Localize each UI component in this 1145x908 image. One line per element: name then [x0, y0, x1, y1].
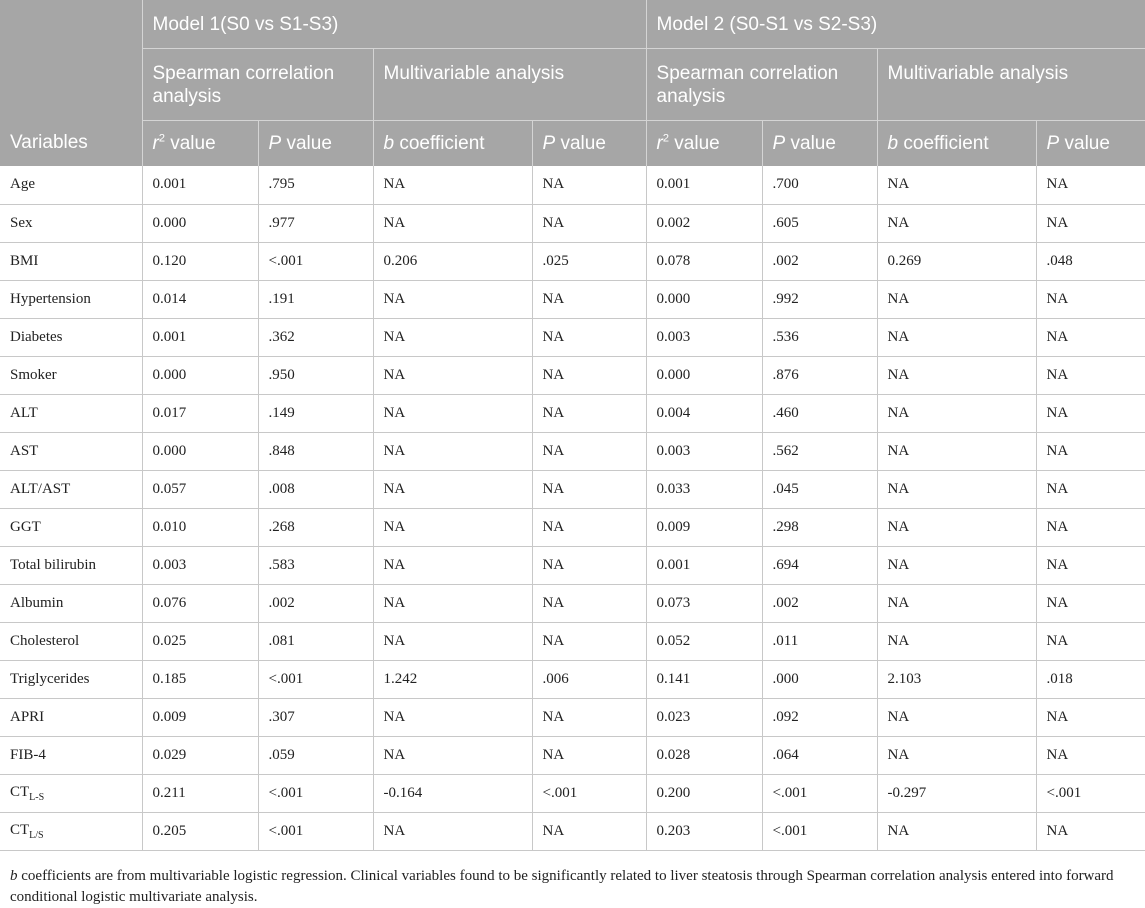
model2-b-cell: NA	[877, 204, 1036, 242]
model1-b-cell: 0.206	[373, 242, 532, 280]
model1-b-cell: NA	[373, 280, 532, 318]
b-symbol: b	[887, 132, 899, 154]
variable-cell	[0, 622, 142, 660]
model1-r2-cell: 0.076	[142, 584, 258, 622]
model2-p-cell: .298	[762, 508, 877, 546]
model2-r2-cell: 0.052	[646, 622, 762, 660]
model1-p-cell: <.001	[258, 660, 373, 698]
table-row	[0, 280, 1145, 318]
model2-p-cell: .000	[762, 660, 877, 698]
model1-r2-cell: 0.003	[142, 546, 258, 584]
model2-r2-cell: 0.033	[646, 470, 762, 508]
model2-bp-cell: NA	[1036, 280, 1145, 318]
variable-cell	[0, 508, 142, 546]
model2-b-cell: NA	[877, 546, 1036, 584]
model1-p-cell: .191	[258, 280, 373, 318]
model2-p-cell: <.001	[762, 774, 877, 812]
variable-name: FIB-4	[10, 746, 46, 763]
model1-r2-cell: 0.001	[142, 318, 258, 356]
variable-name: Total bilirubin	[10, 556, 97, 573]
model2-b-cell: NA	[877, 280, 1036, 318]
model2-p-cell: .605	[762, 204, 877, 242]
footnote-text: coefficients are from multivariable logistic regression. Clinical variables found to be significantly related to liver steatosis through Spearman correlation analysis entered into forward conditional logistic multivariate analysis.	[10, 868, 1114, 905]
model2-b-cell: NA	[877, 508, 1036, 546]
model2-b-cell: NA	[877, 584, 1036, 622]
model1-bp-cell: .006	[532, 660, 646, 698]
model2-p-cell: .700	[762, 166, 877, 204]
variable-name: Smoker	[10, 366, 57, 383]
table-row	[0, 736, 1145, 774]
model1-p-cell: .059	[258, 736, 373, 774]
model1-r2-cell: 0.010	[142, 508, 258, 546]
model2-r2-cell: 0.002	[646, 204, 762, 242]
footnote-b-symbol: b	[10, 868, 18, 884]
model1-r2-cell: 0.211	[142, 774, 258, 812]
variable-name: AST	[10, 442, 39, 459]
model1-bp-cell: NA	[532, 584, 646, 622]
model1-b-cell: NA	[373, 698, 532, 736]
model2-r2-cell: 0.000	[646, 356, 762, 394]
variable-cell	[0, 242, 142, 280]
model2-r2-cell: 0.001	[646, 166, 762, 204]
table-row	[0, 204, 1145, 242]
model2-r2-cell: 0.004	[646, 394, 762, 432]
p-symbol: P	[268, 132, 282, 154]
header-row-analyses	[0, 48, 1145, 120]
model1-b-cell: NA	[373, 584, 532, 622]
model1-spearman-header: Spearman correlation analysis	[142, 48, 373, 120]
model2-p-cell: .562	[762, 432, 877, 470]
model2-b-cell: -0.297	[877, 774, 1036, 812]
model2-multivariable-header: Multivariable analysis	[877, 48, 1145, 120]
model1-bp-cell: NA	[532, 698, 646, 736]
model2-p-cell: .460	[762, 394, 877, 432]
model2-bp-cell: NA	[1036, 204, 1145, 242]
header-row-columns	[0, 120, 1145, 166]
model2-r2-cell: 0.078	[646, 242, 762, 280]
model1-r2-cell: 0.000	[142, 432, 258, 470]
model1-p-cell: .977	[258, 204, 373, 242]
model2-r2-cell: 0.200	[646, 774, 762, 812]
model1-p-cell: <.001	[258, 774, 373, 812]
model1-r2-cell: 0.025	[142, 622, 258, 660]
model2-bp-cell: NA	[1036, 470, 1145, 508]
model1-p-cell: .268	[258, 508, 373, 546]
model1-bp-cell: NA	[532, 318, 646, 356]
variable-name: CT	[10, 821, 30, 838]
table-row	[0, 546, 1145, 584]
variable-cell	[0, 280, 142, 318]
model1-p-cell: .307	[258, 698, 373, 736]
model2-bp-cell: NA	[1036, 584, 1145, 622]
model1-b-cell: NA	[373, 812, 532, 850]
model2-bp-cell: NA	[1036, 318, 1145, 356]
model1-bp-cell: NA	[532, 812, 646, 850]
model1-p-cell: <.001	[258, 812, 373, 850]
model2-p-cell: <.001	[762, 812, 877, 850]
model1-bp-cell: NA	[532, 356, 646, 394]
model1-p-cell: .008	[258, 470, 373, 508]
model1-r2-cell: 0.120	[142, 242, 258, 280]
model2-r2-cell: 0.023	[646, 698, 762, 736]
model1-r2-cell: 0.029	[142, 736, 258, 774]
model2-r2-cell: 0.001	[646, 546, 762, 584]
model1-b-cell: NA	[373, 394, 532, 432]
model2-p-cell: .002	[762, 584, 877, 622]
model1-bp-cell: <.001	[532, 774, 646, 812]
model1-b-cell: -0.164	[373, 774, 532, 812]
model1-b-cell: NA	[373, 432, 532, 470]
table-row	[0, 166, 1145, 204]
model2-bp-cell: NA	[1036, 394, 1145, 432]
model1-p-cell: .149	[258, 394, 373, 432]
model2-r2-cell: 0.000	[646, 280, 762, 318]
table-row	[0, 432, 1145, 470]
model2-r2-cell: 0.009	[646, 508, 762, 546]
model1-r2-cell: 0.000	[142, 204, 258, 242]
table-row	[0, 470, 1145, 508]
model2-r2-header	[646, 120, 762, 166]
model1-r2-cell: 0.017	[142, 394, 258, 432]
value-word: value	[170, 132, 216, 154]
model1-b-cell: NA	[373, 356, 532, 394]
model1-r2-cell: 0.009	[142, 698, 258, 736]
model1-bp-cell: NA	[532, 736, 646, 774]
variable-cell	[0, 470, 142, 508]
model2-header: Model 2 (S0-S1 vs S2-S3)	[646, 0, 1145, 48]
model1-bp-cell: NA	[532, 394, 646, 432]
model2-b-cell: NA	[877, 698, 1036, 736]
variable-name: Age	[10, 176, 35, 193]
model2-bp-cell: .018	[1036, 660, 1145, 698]
variable-cell	[0, 432, 142, 470]
model2-r2-cell: 0.003	[646, 432, 762, 470]
table-row	[0, 394, 1145, 432]
model2-b-cell: NA	[877, 318, 1036, 356]
model1-b-header	[373, 120, 532, 166]
model1-r2-cell: 0.057	[142, 470, 258, 508]
model2-bp-cell: NA	[1036, 508, 1145, 546]
model1-bp-cell: .025	[532, 242, 646, 280]
model1-b-cell: NA	[373, 470, 532, 508]
table-row	[0, 318, 1145, 356]
variable-cell	[0, 166, 142, 204]
variable-cell	[0, 394, 142, 432]
model1-bp-cell: NA	[532, 432, 646, 470]
model1-bp-cell: NA	[532, 508, 646, 546]
variable-name: Hypertension	[10, 290, 91, 307]
model2-bp-cell: NA	[1036, 432, 1145, 470]
model1-bp-cell: NA	[532, 470, 646, 508]
table-body	[0, 166, 1145, 850]
model1-r2-cell: 0.001	[142, 166, 258, 204]
model1-r2-cell: 0.185	[142, 660, 258, 698]
model2-b-cell: 2.103	[877, 660, 1036, 698]
model2-b-cell: NA	[877, 356, 1036, 394]
table-row	[0, 698, 1145, 736]
variable-name: GGT	[10, 518, 41, 535]
variable-name: ALT	[10, 404, 38, 421]
value-word: value	[1064, 132, 1110, 154]
r2-symbol: r	[152, 132, 159, 154]
model2-b-header	[877, 120, 1036, 166]
model1-p-cell: <.001	[258, 242, 373, 280]
variable-cell	[0, 736, 142, 774]
model1-r2-cell: 0.205	[142, 812, 258, 850]
model1-multivariable-header: Multivariable analysis	[373, 48, 646, 120]
model1-b-cell: NA	[373, 204, 532, 242]
model2-p-cell: .992	[762, 280, 877, 318]
model1-p-cell: .362	[258, 318, 373, 356]
variable-cell	[0, 356, 142, 394]
model2-b-cell: NA	[877, 432, 1036, 470]
model2-r2-cell: 0.028	[646, 736, 762, 774]
p-symbol: P	[542, 132, 556, 154]
variable-name: Sex	[10, 214, 33, 231]
header-row-models	[0, 0, 1145, 48]
table-row	[0, 584, 1145, 622]
model2-b-cell: NA	[877, 470, 1036, 508]
model2-bp-cell: NA	[1036, 736, 1145, 774]
model2-p-cell: .002	[762, 242, 877, 280]
model2-bp-cell: NA	[1036, 812, 1145, 850]
model2-p-cell: .694	[762, 546, 877, 584]
variable-cell	[0, 812, 142, 850]
model1-bp-cell: NA	[532, 204, 646, 242]
table-row	[0, 660, 1145, 698]
model1-p-header	[258, 120, 373, 166]
model1-b-cell: NA	[373, 318, 532, 356]
model2-b-cell: NA	[877, 394, 1036, 432]
model2-bp-cell: .048	[1036, 242, 1145, 280]
model1-bp-cell: NA	[532, 166, 646, 204]
value-word: value	[286, 132, 332, 154]
model2-bp-cell: NA	[1036, 546, 1145, 584]
variable-cell	[0, 204, 142, 242]
model2-bp-cell: NA	[1036, 356, 1145, 394]
model1-p-cell: .583	[258, 546, 373, 584]
model2-bp-cell: <.001	[1036, 774, 1145, 812]
model2-p-cell: .064	[762, 736, 877, 774]
model2-bp-cell: NA	[1036, 622, 1145, 660]
table-row	[0, 774, 1145, 812]
value-word: value	[790, 132, 836, 154]
model2-r2-cell: 0.003	[646, 318, 762, 356]
variable-subscript: L-S	[29, 791, 45, 803]
model1-p-cell: .848	[258, 432, 373, 470]
variable-name: Triglycerides	[10, 670, 90, 687]
variable-name: BMI	[10, 252, 39, 269]
model2-b-cell: NA	[877, 736, 1036, 774]
variable-cell	[0, 698, 142, 736]
value-word: value	[674, 132, 720, 154]
p-symbol: P	[1046, 132, 1060, 154]
model1-b-cell: NA	[373, 166, 532, 204]
variable-cell	[0, 546, 142, 584]
header-corner	[0, 0, 142, 48]
table-row	[0, 622, 1145, 660]
table-row	[0, 812, 1145, 850]
model1-bp-cell: NA	[532, 622, 646, 660]
model1-header: Model 1(S0 vs S1-S3)	[142, 0, 646, 48]
b-symbol: b	[383, 132, 395, 154]
variable-name: CT	[10, 783, 30, 800]
variable-name: Cholesterol	[10, 632, 80, 649]
variable-cell	[0, 318, 142, 356]
model2-b-cell: NA	[877, 812, 1036, 850]
model1-r2-cell: 0.000	[142, 356, 258, 394]
model1-bp-cell: NA	[532, 546, 646, 584]
model1-p-cell: .795	[258, 166, 373, 204]
model1-p-cell: .002	[258, 584, 373, 622]
model1-p-cell: .081	[258, 622, 373, 660]
variable-cell	[0, 774, 142, 812]
p-symbol: P	[772, 132, 786, 154]
model2-r2-cell: 0.141	[646, 660, 762, 698]
footnote	[10, 866, 1130, 908]
r2-symbol: r	[656, 132, 663, 154]
variables-header: Variables	[0, 120, 142, 166]
model1-b-cell: 1.242	[373, 660, 532, 698]
model1-bp-header	[532, 120, 646, 166]
model2-bp-cell: NA	[1036, 166, 1145, 204]
variable-name: Diabetes	[10, 328, 63, 345]
table-row	[0, 242, 1145, 280]
model2-bp-cell: NA	[1036, 698, 1145, 736]
model1-b-cell: NA	[373, 546, 532, 584]
model2-r2-cell: 0.203	[646, 812, 762, 850]
model2-p-cell: .092	[762, 698, 877, 736]
variable-cell	[0, 584, 142, 622]
model2-p-cell: .536	[762, 318, 877, 356]
model1-p-cell: .950	[258, 356, 373, 394]
table-row	[0, 508, 1145, 546]
r2-sup: 2	[158, 132, 165, 145]
model1-r2-cell: 0.014	[142, 280, 258, 318]
model1-b-cell: NA	[373, 508, 532, 546]
variable-name: Albumin	[10, 594, 64, 611]
model1-bp-cell: NA	[532, 280, 646, 318]
model2-p-cell: .011	[762, 622, 877, 660]
coefficient-word: coefficient	[399, 132, 485, 154]
model2-bp-header	[1036, 120, 1145, 166]
r2-sup: 2	[662, 132, 669, 145]
variable-subscript: L/S	[29, 829, 44, 841]
value-word: value	[560, 132, 606, 154]
variable-cell	[0, 660, 142, 698]
table-row	[0, 356, 1145, 394]
model1-b-cell: NA	[373, 622, 532, 660]
model2-spearman-header: Spearman correlation analysis	[646, 48, 877, 120]
model2-b-cell: 0.269	[877, 242, 1036, 280]
model2-b-cell: NA	[877, 166, 1036, 204]
model1-b-cell: NA	[373, 736, 532, 774]
variable-name: APRI	[10, 708, 45, 725]
header-corner-2	[0, 48, 142, 120]
variable-name: ALT/AST	[10, 480, 71, 497]
model2-r2-cell: 0.073	[646, 584, 762, 622]
model2-p-header	[762, 120, 877, 166]
model1-r2-header	[142, 120, 258, 166]
model2-b-cell: NA	[877, 622, 1036, 660]
coefficient-word: coefficient	[903, 132, 989, 154]
model2-p-cell: .045	[762, 470, 877, 508]
model2-p-cell: .876	[762, 356, 877, 394]
